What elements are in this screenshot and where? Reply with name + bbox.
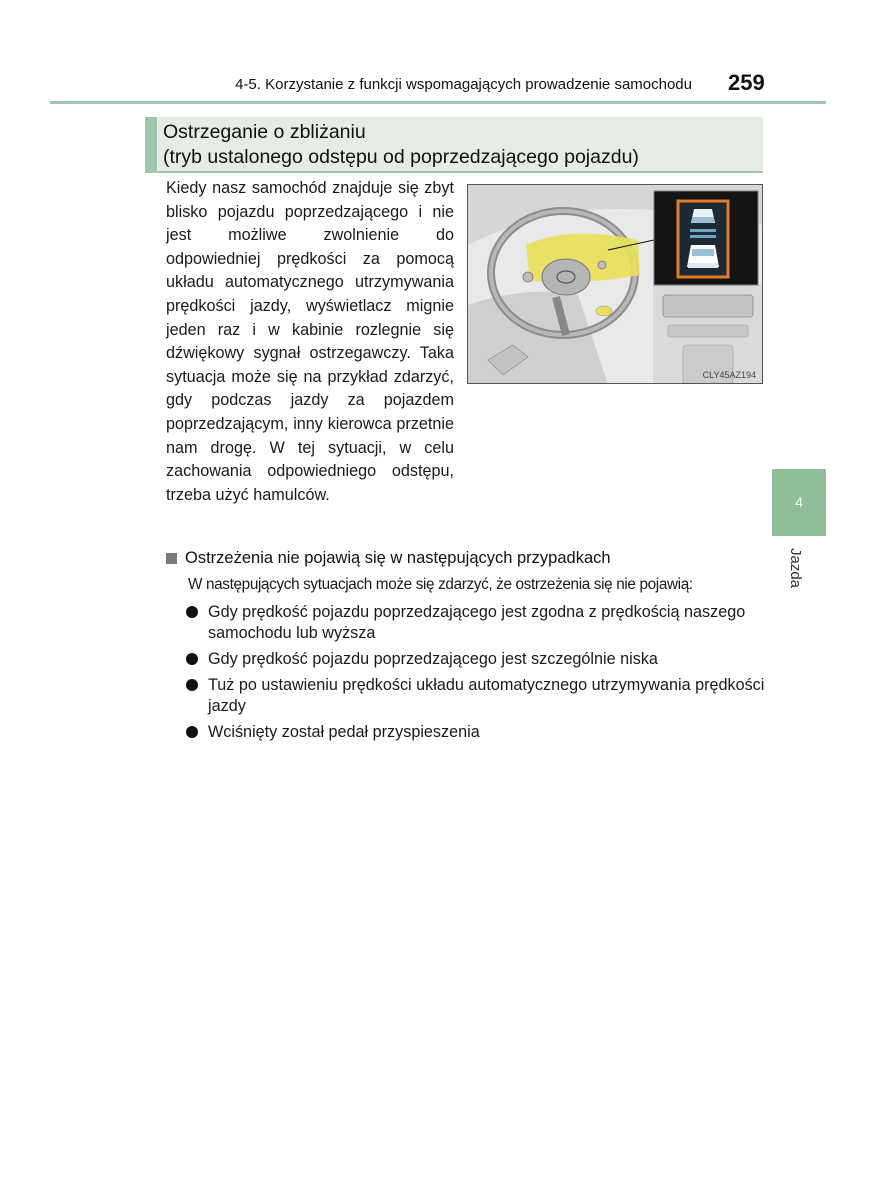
running-header: 4-5. Korzystanie z funkcji wspomagających prowadzenie samochodu: [235, 76, 692, 93]
chapter-label: [780, 548, 810, 608]
bullet-icon: [186, 606, 198, 618]
chapter-label-text: Jazda: [787, 548, 804, 589]
chapter-tab: 4: [772, 469, 826, 536]
warnings-list: [185, 602, 770, 748]
square-bullet-icon: [166, 553, 177, 564]
section-heading: [145, 117, 763, 171]
list-item: [185, 602, 770, 644]
list-item: [185, 722, 770, 743]
list-item-text: Tuż po ustawieniu prędkości układu automatycznego utrzymywania prędkości jazdy: [208, 676, 765, 715]
illustration-code: CLY45AZ194: [702, 370, 756, 380]
header-rule: [50, 101, 826, 104]
warnings-intro: W następujących sytuacjach może się zdarzyć, że ostrzeżenia się nie pojawią:: [188, 576, 693, 593]
list-item-text: Gdy prędkość pojazdu poprzedzającego jest zgodna z prędkością naszego samochodu lub wyższa: [208, 603, 746, 642]
dashboard-drawing: [468, 185, 763, 384]
section-heading-rule: [145, 171, 763, 173]
bullet-icon: [186, 679, 198, 691]
list-item: [185, 675, 770, 717]
list-item-text: Gdy prędkość pojazdu poprzedzającego jest szczególnie niska: [208, 650, 658, 668]
warnings-heading: [166, 549, 611, 568]
body-paragraph: Kiedy nasz samochód znajduje się zbyt blisko pojazdu poprzedzającego i nie jest możliwe zwolnienie do odpowiedniej prędkości za pomocą układu automatycznego utrzymywania prędkości jazdy, wyświetlacz mignie jeden raz i w kabinie rozlegnie się dźwiękowy sygnał ostrzegawczy. Taka sytuacja może się na przykład zdarzyć, gdy podczas jazdy za pojazdem poprzedzającym, inny kierowca przetnie nam drogę. W tej sytuacji, w celu zachowania odpowiedniego odstępu, trzeba użyć hamulców.: [166, 179, 454, 504]
list-item: [185, 649, 770, 670]
bullet-icon: [186, 726, 198, 738]
section-heading-line2: (tryb ustalonego odstępu od poprzedzającego pojazdu): [163, 146, 639, 168]
section-heading-line1: Ostrzeganie o zbliżaniu: [163, 121, 366, 143]
warnings-heading-text: Ostrzeżenia nie pojawią się w następujących przypadkach: [185, 549, 611, 567]
bullet-icon: [186, 653, 198, 665]
list-item-text: Wciśnięty został pedał przyspieszenia: [208, 723, 480, 741]
page-number: 259: [728, 70, 765, 95]
dashboard-illustration: [467, 184, 763, 384]
